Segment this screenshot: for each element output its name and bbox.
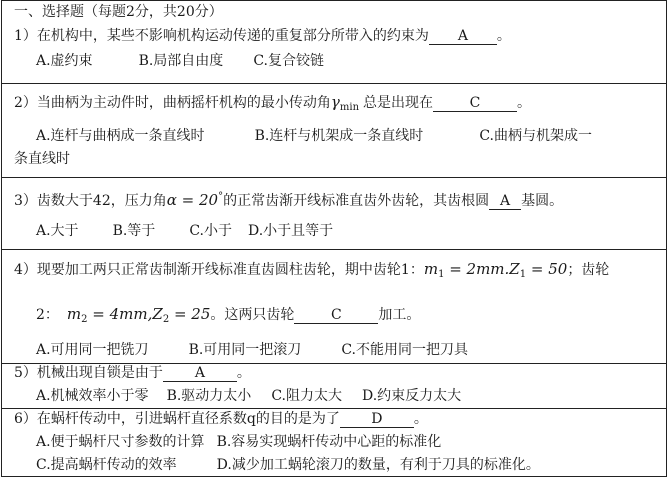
question-number: 3）	[14, 193, 37, 209]
question-1-options	[36, 51, 324, 71]
option-b: B.等于	[112, 223, 156, 239]
question-number: 2）	[14, 95, 37, 111]
option-d: D.小于且等于	[247, 223, 334, 239]
question-4	[14, 259, 609, 285]
question-stem: 现要加工两只正常齿制渐开线标准直齿圆柱齿轮，期中齿轮1：	[36, 262, 424, 278]
question-stem: 在机构中，某些不影响机构运动传递的重复部分所带入的约束为	[36, 28, 429, 44]
option-a: A.大于	[36, 223, 79, 239]
question-stem-post: 的正常齿渐开线标准直齿外齿轮，其齿根圆	[223, 193, 490, 209]
option-c: C.曲柄与机架成一	[479, 128, 592, 144]
answer-blank: A	[489, 193, 521, 210]
question-stem-post: 总是出现在	[363, 95, 434, 111]
section-heading: 一、选择题（每题2分，共20分）	[14, 4, 223, 20]
question-end: 。	[236, 365, 251, 381]
section-divider	[2, 249, 666, 250]
option-c: C.不能用同一把刀具	[341, 342, 468, 358]
option-d: D.减少加工蜗轮滚刀的数量，有利于刀具的标准化。	[216, 457, 540, 473]
question-6-options-row-1	[36, 432, 441, 452]
option-b: B.局部自由度	[138, 53, 224, 69]
question-end: 。	[496, 28, 511, 44]
answer-blank: A	[163, 365, 237, 382]
option-a: A.可用同一把铣刀	[36, 342, 149, 358]
question-stem-tail: ；齿轮	[567, 262, 610, 278]
answer-blank: D	[340, 411, 414, 428]
option-d: D.约束反力太大	[361, 388, 462, 404]
question-number: 6）	[14, 411, 37, 427]
option-c: C.复合铰链	[253, 53, 324, 69]
question-stem: 在蜗杆传动中，引进蜗杆直径系数q的目的是为了	[36, 411, 340, 427]
exam-page	[1, 0, 667, 477]
pressure-angle-formula: α = 20	[166, 191, 219, 209]
question-5-options	[36, 386, 461, 406]
option-b: B.容易实现蜗杆传动中心距的标准化	[216, 434, 442, 450]
degree-sign: °	[218, 191, 224, 202]
question-1	[14, 26, 511, 46]
section-divider	[2, 83, 666, 84]
question-2-options	[36, 126, 592, 146]
question-4-line-2	[36, 304, 420, 330]
option-a: A.连杆与曲柄成一条直线时	[36, 128, 205, 144]
question-number: 4）	[14, 262, 37, 278]
option-a: A.虚约束	[36, 53, 93, 69]
question-stem: 当曲柄为主动件时，曲柄摇杆机构的最小传动角	[36, 95, 331, 111]
question-stem: 齿数大于42，压力角	[36, 193, 167, 209]
question-4-options	[36, 340, 468, 360]
question-number: 5）	[14, 365, 37, 381]
symbol-subscript: min	[339, 102, 360, 113]
question-end: 。	[413, 411, 428, 427]
question-2-option-c-wrap: 条直线时	[14, 151, 70, 167]
option-c: C.小于	[189, 223, 232, 239]
question-6	[14, 409, 428, 429]
min-transmission-angle-symbol: γ	[330, 93, 340, 111]
answer-blank: C	[433, 95, 517, 112]
option-a: A.便于蜗杆尺寸参数的计算	[36, 434, 205, 450]
question-end: 加工。	[378, 307, 421, 323]
question-end: 。	[517, 95, 532, 111]
option-b: B.可用同一把滚刀	[188, 342, 302, 358]
answer-blank: C	[294, 307, 378, 324]
answer-blank: A	[429, 28, 497, 45]
gear-1-parameters: $m_1 = 2mm.Z_1 = 50$	[423, 260, 568, 280]
section-divider	[2, 177, 666, 178]
question-5	[14, 363, 251, 383]
question-3	[14, 187, 563, 211]
question-stem: 机械出现自锁是由于	[36, 365, 163, 381]
gear-2-label: 2：	[36, 307, 59, 323]
question-end: 基圆。	[521, 193, 564, 209]
option-a: A.机械效率小于零	[36, 388, 149, 404]
option-b: B.驱动力太小	[166, 388, 252, 404]
question-3-options	[36, 221, 333, 241]
question-2	[14, 92, 531, 118]
option-c: C.提高蜗杆传动的效率	[36, 457, 177, 473]
option-b: B.连杆与机架成一条直线时	[254, 128, 424, 144]
question-6-options-row-2	[36, 455, 540, 475]
question-number: 1）	[14, 28, 37, 44]
gear-2-parameters: $m_2 = 4mm,Z_2 = 25$	[66, 305, 211, 325]
question-stem-mid: 。这两只齿轮	[210, 307, 295, 323]
option-c: C.阻力太大	[271, 388, 342, 404]
